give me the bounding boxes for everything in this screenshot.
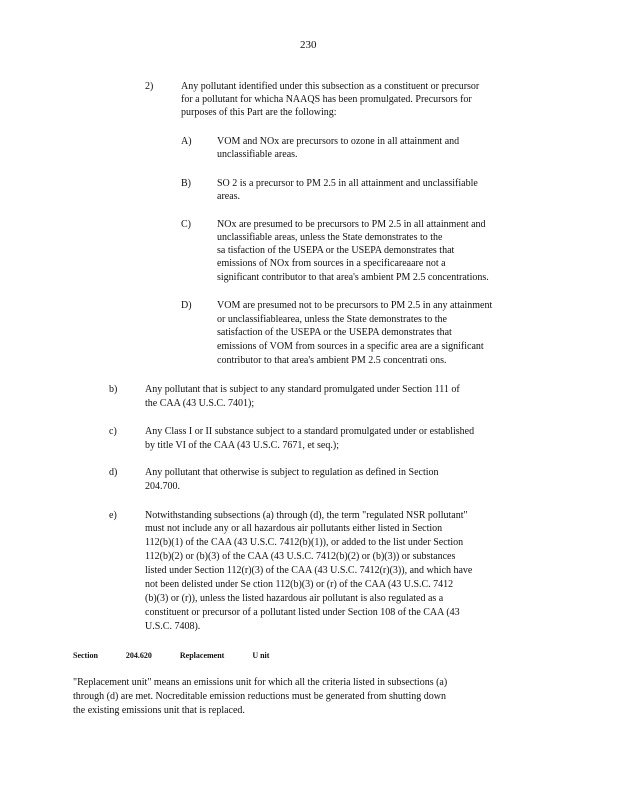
item-c-label: c) [109, 426, 117, 437]
subitem-c-label: C) [181, 219, 191, 230]
item-b-label: b) [109, 384, 118, 395]
subitem-a-line-1: VOM and NOx are precursors to ozone in all attainment and [217, 136, 460, 147]
section-heading-number: 204.620 [125, 651, 152, 660]
item-2-line-2: for a pollutant for whicha NAAQS has been promulgated. Precursors for [181, 94, 472, 105]
item-b-line-1: Any pollutant that is subject to any standard promulgated under Section 111 of [145, 384, 460, 395]
subitem-c-line-1: NOx are presumed to be precursors to PM 2.5 in all attainment and [217, 219, 486, 230]
item-d-line-2: 204.700. [145, 481, 180, 492]
item-d-label: d) [109, 467, 118, 478]
item-c-line-1: Any Class I or II substance subject to a standard promulgated under or established [145, 426, 475, 437]
item-2-label: 2) [145, 81, 154, 92]
item-b-line-2: the CAA (43 U.S.C. 7401); [145, 398, 255, 409]
section-heading [73, 651, 297, 661]
subitem-d-line-1: VOM are presumed not to be precursors to PM 2.5 in any attainment [217, 300, 493, 311]
page-number: 230 [300, 39, 317, 51]
item-c-line-2: by title VI of the CAA (43 U.S.C. 7671, et seq.); [145, 440, 339, 451]
subitem-d-line-3: satisfaction of the USEPA or the USEPA demonstrates that [217, 327, 452, 338]
item-d-line-1: Any pollutant that otherwise is subject to regulation as defined in Section [145, 467, 439, 478]
item-e-line-3: 112(b)(1) of the CAA (43 U.S.C. 7412(b)(1)), or added to the list under Section [145, 537, 464, 548]
item-e-line-8: constituent or precursor of a pollutant listed under Section 108 of the CAA (43 [145, 607, 460, 618]
subitem-c-line-2: unclassifiable areas, unless the State demonstrates to the [217, 232, 443, 243]
section-heading-title-2: U nit [252, 651, 270, 660]
subitem-a-line-2: unclassifiable areas. [217, 149, 298, 160]
definition-line-3: the existing emissions unit that is replaced. [73, 705, 245, 716]
subitem-a-label: A) [181, 136, 192, 147]
item-2-line-1: Any pollutant identified under this subsection as a constituent or precursor [181, 81, 480, 92]
item-e-line-2: must not include any or all hazardous air pollutants either listed in Section [145, 523, 443, 534]
subitem-b-line-1: SO 2 is a precursor to PM 2.5 in all attainment and unclassifiable [217, 178, 478, 189]
item-e-line-9: U.S.C. 7408). [145, 621, 201, 632]
item-e-line-5: listed under Section 112(r)(3) of the CAA (43 U.S.C. 7412(r)(3)), and which have [145, 565, 473, 576]
subitem-c-line-4: emissions of NOx from sources in a specificareaare not a [217, 258, 446, 269]
subitem-b-label: B) [181, 178, 191, 189]
item-e-line-7: (b)(3) or (r)), unless the listed hazardous air pollutant is also regulated as a [145, 593, 444, 604]
item-e-label: e) [109, 510, 117, 521]
subitem-d-line-4: emissions of VOM from sources in a specific area are a significant [217, 341, 484, 352]
definition-line-2: through (d) are met. Nocreditable emission reductions must be generated from shutting down [73, 691, 446, 702]
section-heading-word: Section [73, 651, 98, 660]
subitem-c-line-5: significant contributor to that area's ambient PM 2.5 concentrations. [217, 272, 489, 283]
item-2-line-3: purposes of this Part are the following: [181, 107, 337, 118]
item-e-line-1: Notwithstanding subsections (a) through (d), the term "regulated NSR pollutant" [145, 510, 468, 521]
subitem-d-line-2: or unclassifiablearea, unless the State demonstrates to the [217, 314, 447, 325]
definition-line-1: "Replacement unit" means an emissions unit for which all the criteria listed in subsections (a) [73, 677, 448, 688]
section-heading-title-1: Replacement [179, 651, 225, 660]
item-e-line-4: 112(b)(2) or (b)(3) of the CAA (43 U.S.C. 7412(b)(2) or (b)(3)) or substances [145, 551, 456, 562]
item-e-line-6: not been delisted under Se ction 112(b)(3) or (r) of the CAA (43 U.S.C. 7412 [145, 579, 454, 590]
subitem-d-line-5: contributor to that area's ambient PM 2.5 concentrati ons. [217, 355, 447, 366]
subitem-b-line-2: areas. [217, 191, 241, 202]
subitem-c-line-3: sa tisfaction of the USEPA or the USEPA demonstrates that [217, 245, 455, 256]
subitem-d-label: D) [181, 300, 192, 311]
